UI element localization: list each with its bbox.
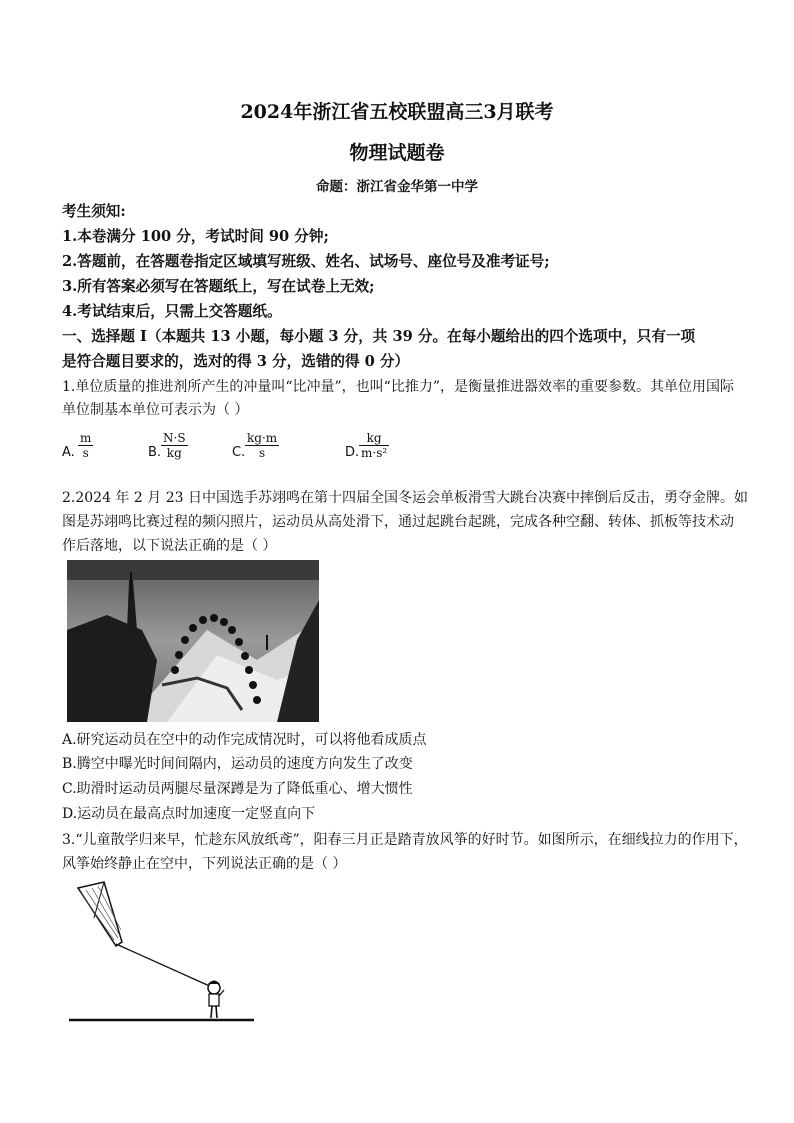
section-heading-line2: 是符合题目要求的，选对的得 3 分，选错的得 0 分） (62, 353, 410, 370)
fraction-numerator: N·S (163, 431, 186, 445)
option-fraction (161, 431, 188, 460)
q2-option-b: B.腾空中曝光时间间隔内，运动员的速度方向发生了改变 (62, 756, 413, 772)
fraction-denominator: kg (161, 445, 188, 460)
fraction-denominator: s (78, 445, 93, 460)
q2-option-d: D.运动员在最高点时加速度一定竖直向下 (62, 806, 316, 822)
section-heading-line1: 一、选择题 I（本题共 13 小题，每小题 3 分，共 39 分。在每小题给出的四个选项中，只有一项 (62, 328, 696, 345)
setter-line: 命题：浙江省金华第一中学 (316, 179, 478, 195)
option-fraction (359, 431, 389, 460)
option-label: C. (232, 445, 246, 460)
fraction-numerator: kg·m (247, 431, 278, 445)
option-label: A. (62, 445, 75, 460)
fraction-denominator: s (245, 445, 279, 460)
q3-stem-line1: 3.“儿童散学归来早，忙趁东风放纸鸢”，阳春三月正是踏青放风筝的好时节。如图所示，在细线拉力的作用下， (62, 832, 748, 848)
notice-item: 4.考试结束后，只需上交答题纸。 (62, 303, 282, 320)
q1-stem-line2: 单位制基本单位可表示为（ ） (62, 402, 249, 418)
kite-figure (64, 880, 264, 1025)
option-label: B. (148, 445, 162, 460)
q2-option-a: A.研究运动员在空中的动作完成情况时，可以将他看成质点 (62, 732, 427, 748)
q1-stem-line1: 1.单位质量的推进剂所产生的冲量叫“比冲量”，也叫“比推力”，是衡量推进器效率的重要参数。其单位用国际 (62, 379, 734, 395)
notice-heading: 考生须知: (62, 203, 126, 220)
option-label: D. (345, 445, 360, 460)
q2-stem-line1: 2.2024 年 2 月 23 日中国选手苏翊鸣在第十四届全国冬运会单板滑雪大跳台决赛中摔倒后反击，勇夺金牌。如 (62, 490, 748, 506)
exam-title: 2024年浙江省五校联盟高三3月联考 (240, 101, 554, 123)
option-fraction (245, 431, 279, 460)
notice-item: 1.本卷满分 100 分，考试时间 90 分钟; (62, 228, 329, 245)
kite-string (116, 944, 214, 988)
paper-subtitle: 物理试题卷 (349, 142, 445, 164)
fraction-denominator: m·s² (361, 446, 388, 460)
kite (78, 882, 122, 946)
child-figure (208, 981, 224, 1019)
fraction-numerator: m (80, 431, 92, 445)
notice-item: 3.所有答案必须写在答题纸上，写在试卷上无效; (62, 278, 375, 295)
fraction-numerator: kg (366, 431, 382, 445)
q2-stem-line2: 图是苏翊鸣比赛过程的频闪照片，运动员从高处滑下，通过起跳台起跳，完成各种空翻、转体、抓板等技术动 (62, 514, 734, 530)
q2-stem-line3: 作后落地，以下说法正确的是（ ） (62, 538, 277, 554)
option-fraction (78, 431, 93, 460)
q3-stem-line2: 风筝始终静止在空中，下列说法正确的是（ ） (62, 856, 347, 872)
ski-jump-photo (67, 560, 319, 722)
notice-item: 2.答题前，在答题卷指定区域填写班级、姓名、试场号、座位号及准考证号; (62, 253, 550, 270)
q2-option-c: C.助滑时运动员两腿尽量深蹲是为了降低重心、增大惯性 (62, 781, 413, 797)
